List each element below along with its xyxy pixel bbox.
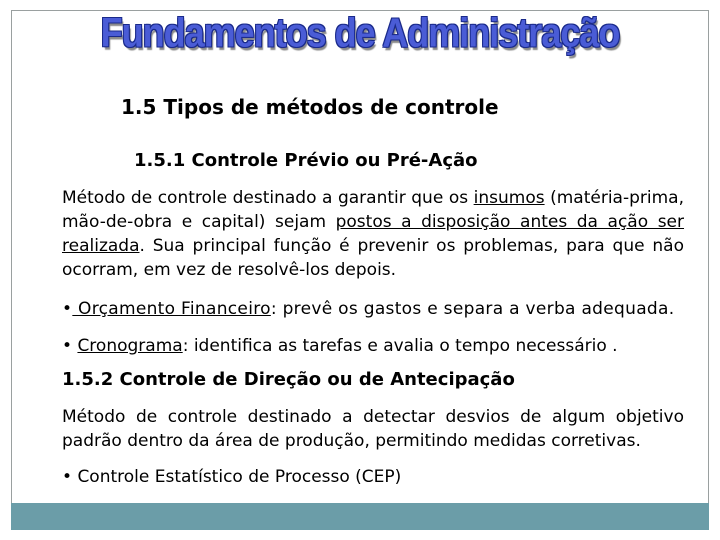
bullet-cronograma	[62, 334, 618, 358]
subsection-1-paragraph	[62, 186, 684, 282]
bullet-text: Controle Estatístico de Processo (CEP)	[77, 467, 402, 487]
bullet-term: Cronograma	[77, 336, 183, 356]
slide-title: Fundamentos de Administração	[100, 9, 620, 56]
paragraph-underlined-term: insumos	[473, 188, 545, 208]
bullet-marker: •	[62, 336, 73, 356]
bullet-orcamento	[62, 297, 674, 321]
paragraph-underlined-phrase: postos a disposição antes da ação ser realizada	[62, 212, 685, 256]
subsection-heading-2: 1.5.2 Controle de Direção ou de Antecipação	[62, 369, 515, 390]
bullet-term: Orçamento Financeiro	[72, 299, 271, 319]
subsection-2-paragraph: Método de controle destinado a detectar desvios de algum objetivo padrão dentro da área de produção, permitindo medidas corretivas.	[62, 407, 684, 451]
bullet-marker: •	[62, 467, 73, 487]
bullet-marker: •	[62, 299, 73, 319]
subsection-heading-1: 1.5.1 Controle Prévio ou Pré-Ação	[134, 150, 478, 171]
bullet-text: : prevê os gastos e separa a verba adequada.	[270, 299, 675, 319]
paragraph-text: . Sua principal função é prevenir os problemas, para que não ocorram, em vez de resolvê-los depois.	[62, 236, 684, 280]
paragraph-text: (matéria-prima, mão-de-obra e capital) sejam	[62, 188, 684, 232]
bullet-text: : identifica as tarefas e avalia o tempo necessário .	[182, 336, 618, 356]
footer-bar	[11, 503, 709, 530]
paragraph-text: Método de controle destinado a garantir que os	[62, 188, 474, 208]
section-heading: 1.5 Tipos de métodos de controle	[121, 95, 499, 119]
bullet-cep	[62, 465, 401, 489]
